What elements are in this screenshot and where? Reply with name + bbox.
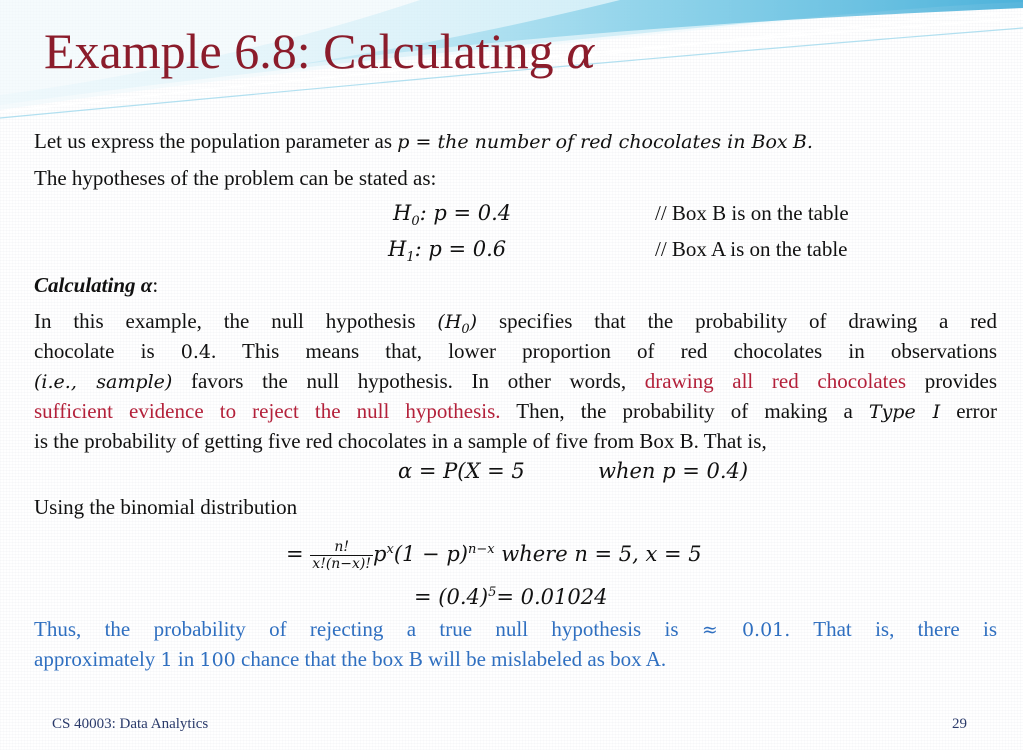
alternative-hypothesis-comment: // Box A is on the table bbox=[655, 237, 848, 261]
null-hypothesis-equation: $H_0$: p = 0.4 bbox=[393, 201, 512, 230]
calculating-alpha-subheading: Calculating α: bbox=[34, 273, 159, 297]
footer-page-number: 29 bbox=[952, 716, 967, 732]
red-highlight-text-2: sufficient evidence to reject the null hypothesis. bbox=[34, 399, 501, 423]
alpha-equation-left: α = P(X = 5 bbox=[398, 459, 525, 483]
result-equation: = $(0.4)^5= 0.01024$ bbox=[414, 585, 608, 609]
conclusion-line-1: Thus, the probability of rejecting a true null hypothesis is ≈ 0.01. That is, there is bbox=[34, 617, 998, 641]
null-hypothesis-comment: // Box B is on the table bbox=[655, 201, 849, 225]
binomial-formula: = $\frac{n!}{x!(n-x)!}$ $p^x(1 - p)^{n-x}$ where n = 5, x = 5 bbox=[286, 539, 702, 572]
paragraph-line-5: is the probability of getting five red chocolates in a sample of five from Box B. That is, bbox=[34, 429, 767, 453]
binomial-label: Using the binomial distribution bbox=[34, 495, 298, 519]
alternative-hypothesis-equation: $H_1$: p = 0.6 bbox=[388, 237, 507, 266]
alpha-equation-right: when p = 0.4) bbox=[598, 459, 749, 483]
hypotheses-intro-line: The hypotheses of the problem can be stated as: bbox=[34, 166, 437, 190]
paragraph-line-1: In this example, the null hypothesis $(H_0)$ specifies that the probability of drawing a red bbox=[34, 309, 998, 337]
conclusion-line-2: approximately 1 in 100 chance that the box B will be mislabeled as box A. bbox=[34, 647, 667, 671]
paragraph-line-4: sufficient evidence to reject the null hypothesis. Then, the probability of making a Type I error bbox=[34, 399, 998, 423]
paragraph-line-2: chocolate is 0.4. This means that, lower proportion of red chocolates in observations bbox=[34, 339, 998, 363]
slide-title bbox=[44, 22, 596, 80]
parameter-definition-line: Let us express the population parameter as p = the number of red chocolates in Box B. bbox=[34, 129, 813, 153]
paragraph-line-3: (i.e., sample) favors the null hypothesis. In other words, drawing all red chocolates provides bbox=[34, 369, 998, 393]
slide-title-alpha: α bbox=[566, 28, 596, 79]
binomial-fraction: $\frac{n!}{x!(n-x)!}$ bbox=[312, 539, 372, 572]
footer-course-name: CS 40003: Data Analytics bbox=[52, 716, 209, 732]
slide-title-text: Example 6.8: Calculating bbox=[44, 23, 554, 79]
red-highlight-text: drawing all red chocolates bbox=[644, 369, 907, 393]
